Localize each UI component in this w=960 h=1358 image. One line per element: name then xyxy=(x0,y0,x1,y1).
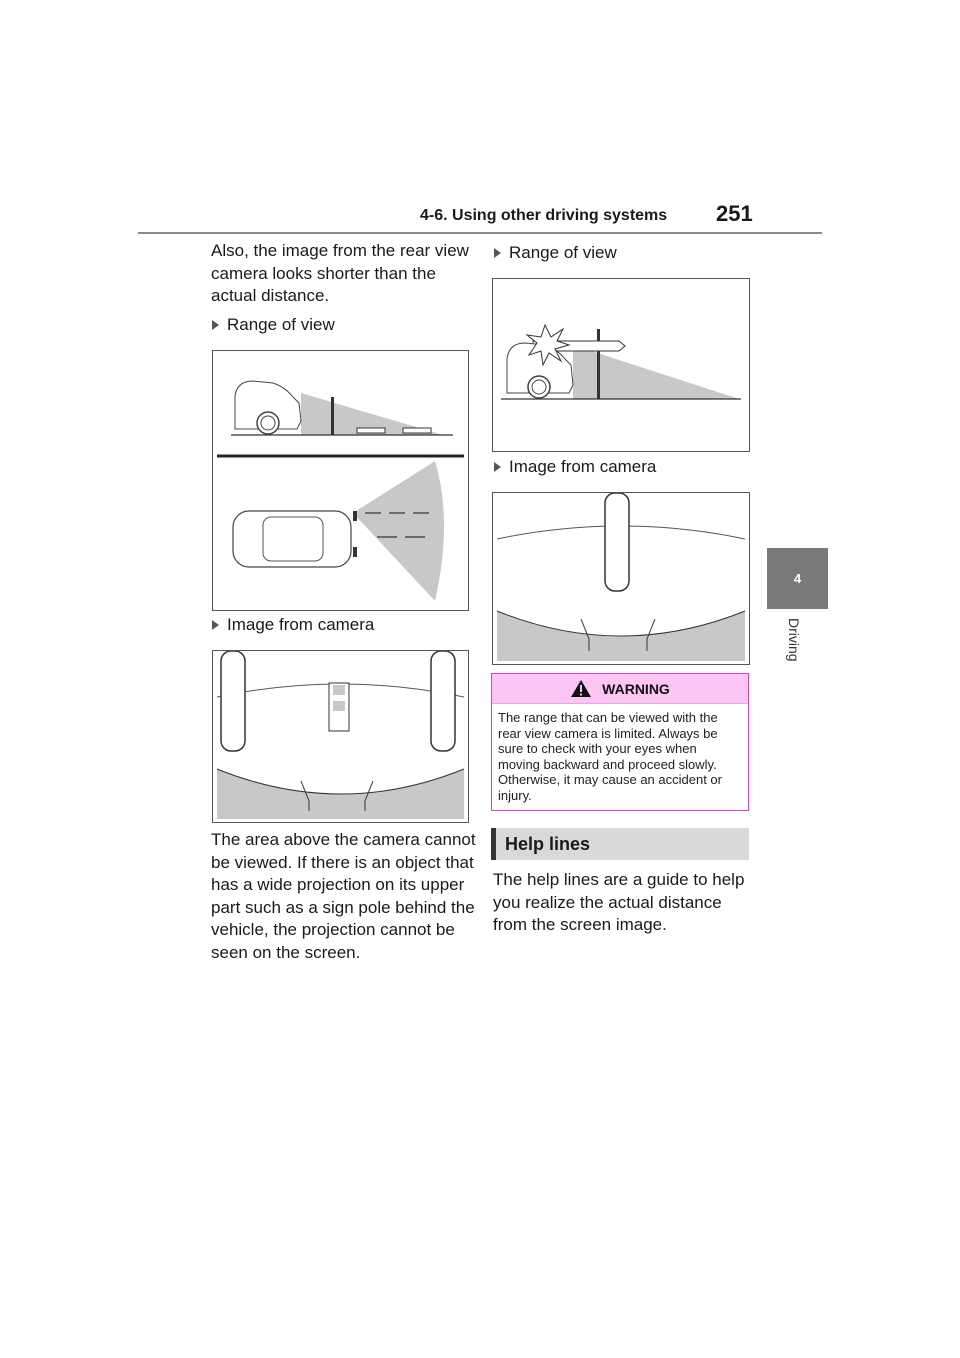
section-heading-help-lines xyxy=(491,828,749,860)
chapter-label: Driving xyxy=(786,618,802,662)
closing-paragraph: The area above the camera cannot be viewed. If there is an object that has a wide projection on its upper part such as a sign pole behind the vehicle, the projection cannot be seen on the screen. xyxy=(211,830,476,962)
camera-view-pole-diagram xyxy=(493,493,749,664)
bullet-label: Range of view xyxy=(509,243,617,262)
section-title: Help lines xyxy=(505,833,591,854)
bullet-image-from-camera-left xyxy=(212,615,374,635)
page-number: 251 xyxy=(716,201,753,226)
chapter-number: 4 xyxy=(793,571,802,586)
camera-image-illustration-right xyxy=(492,492,750,665)
warning-triangle-icon xyxy=(570,679,592,698)
bullet-range-of-view-left xyxy=(212,315,335,335)
bullet-label: Image from camera xyxy=(227,615,375,634)
bullet-range-of-view-right xyxy=(494,243,617,263)
bullet-arrow-icon xyxy=(494,462,501,472)
range-of-view-illustration-right xyxy=(492,278,750,452)
bullet-arrow-icon xyxy=(494,248,501,258)
warning-box xyxy=(491,673,749,811)
warning-text: The range that can be viewed with the rear view camera is limited. Always be sure to check with your eyes when moving backward and proceed slowly. Otherwise, it may cause an accident or injury. xyxy=(498,710,722,803)
intro-paragraph: Also, the image from the rear view camera looks shorter than the actual distance. xyxy=(211,241,469,306)
header-divider xyxy=(138,232,822,234)
warning-header xyxy=(492,674,748,704)
bullet-label: Image from camera xyxy=(509,457,657,476)
chapter-tab[interactable] xyxy=(767,548,828,609)
sign-pole-diagram xyxy=(493,279,749,451)
header-section-title: 4-6. Using other driving systems xyxy=(420,207,668,224)
camera-view-diagram xyxy=(213,651,468,822)
warning-title: WARNING xyxy=(602,680,670,697)
bullet-image-from-camera-right xyxy=(494,457,656,477)
range-of-view-diagram xyxy=(213,351,468,610)
range-of-view-illustration-left xyxy=(212,350,469,611)
bullet-arrow-icon xyxy=(212,620,219,630)
camera-image-illustration-left xyxy=(212,650,469,823)
bullet-arrow-icon xyxy=(212,320,219,330)
bullet-label: Range of view xyxy=(227,315,335,334)
help-lines-paragraph: The help lines are a guide to help you realize the actual distance from the screen image. xyxy=(493,870,745,935)
